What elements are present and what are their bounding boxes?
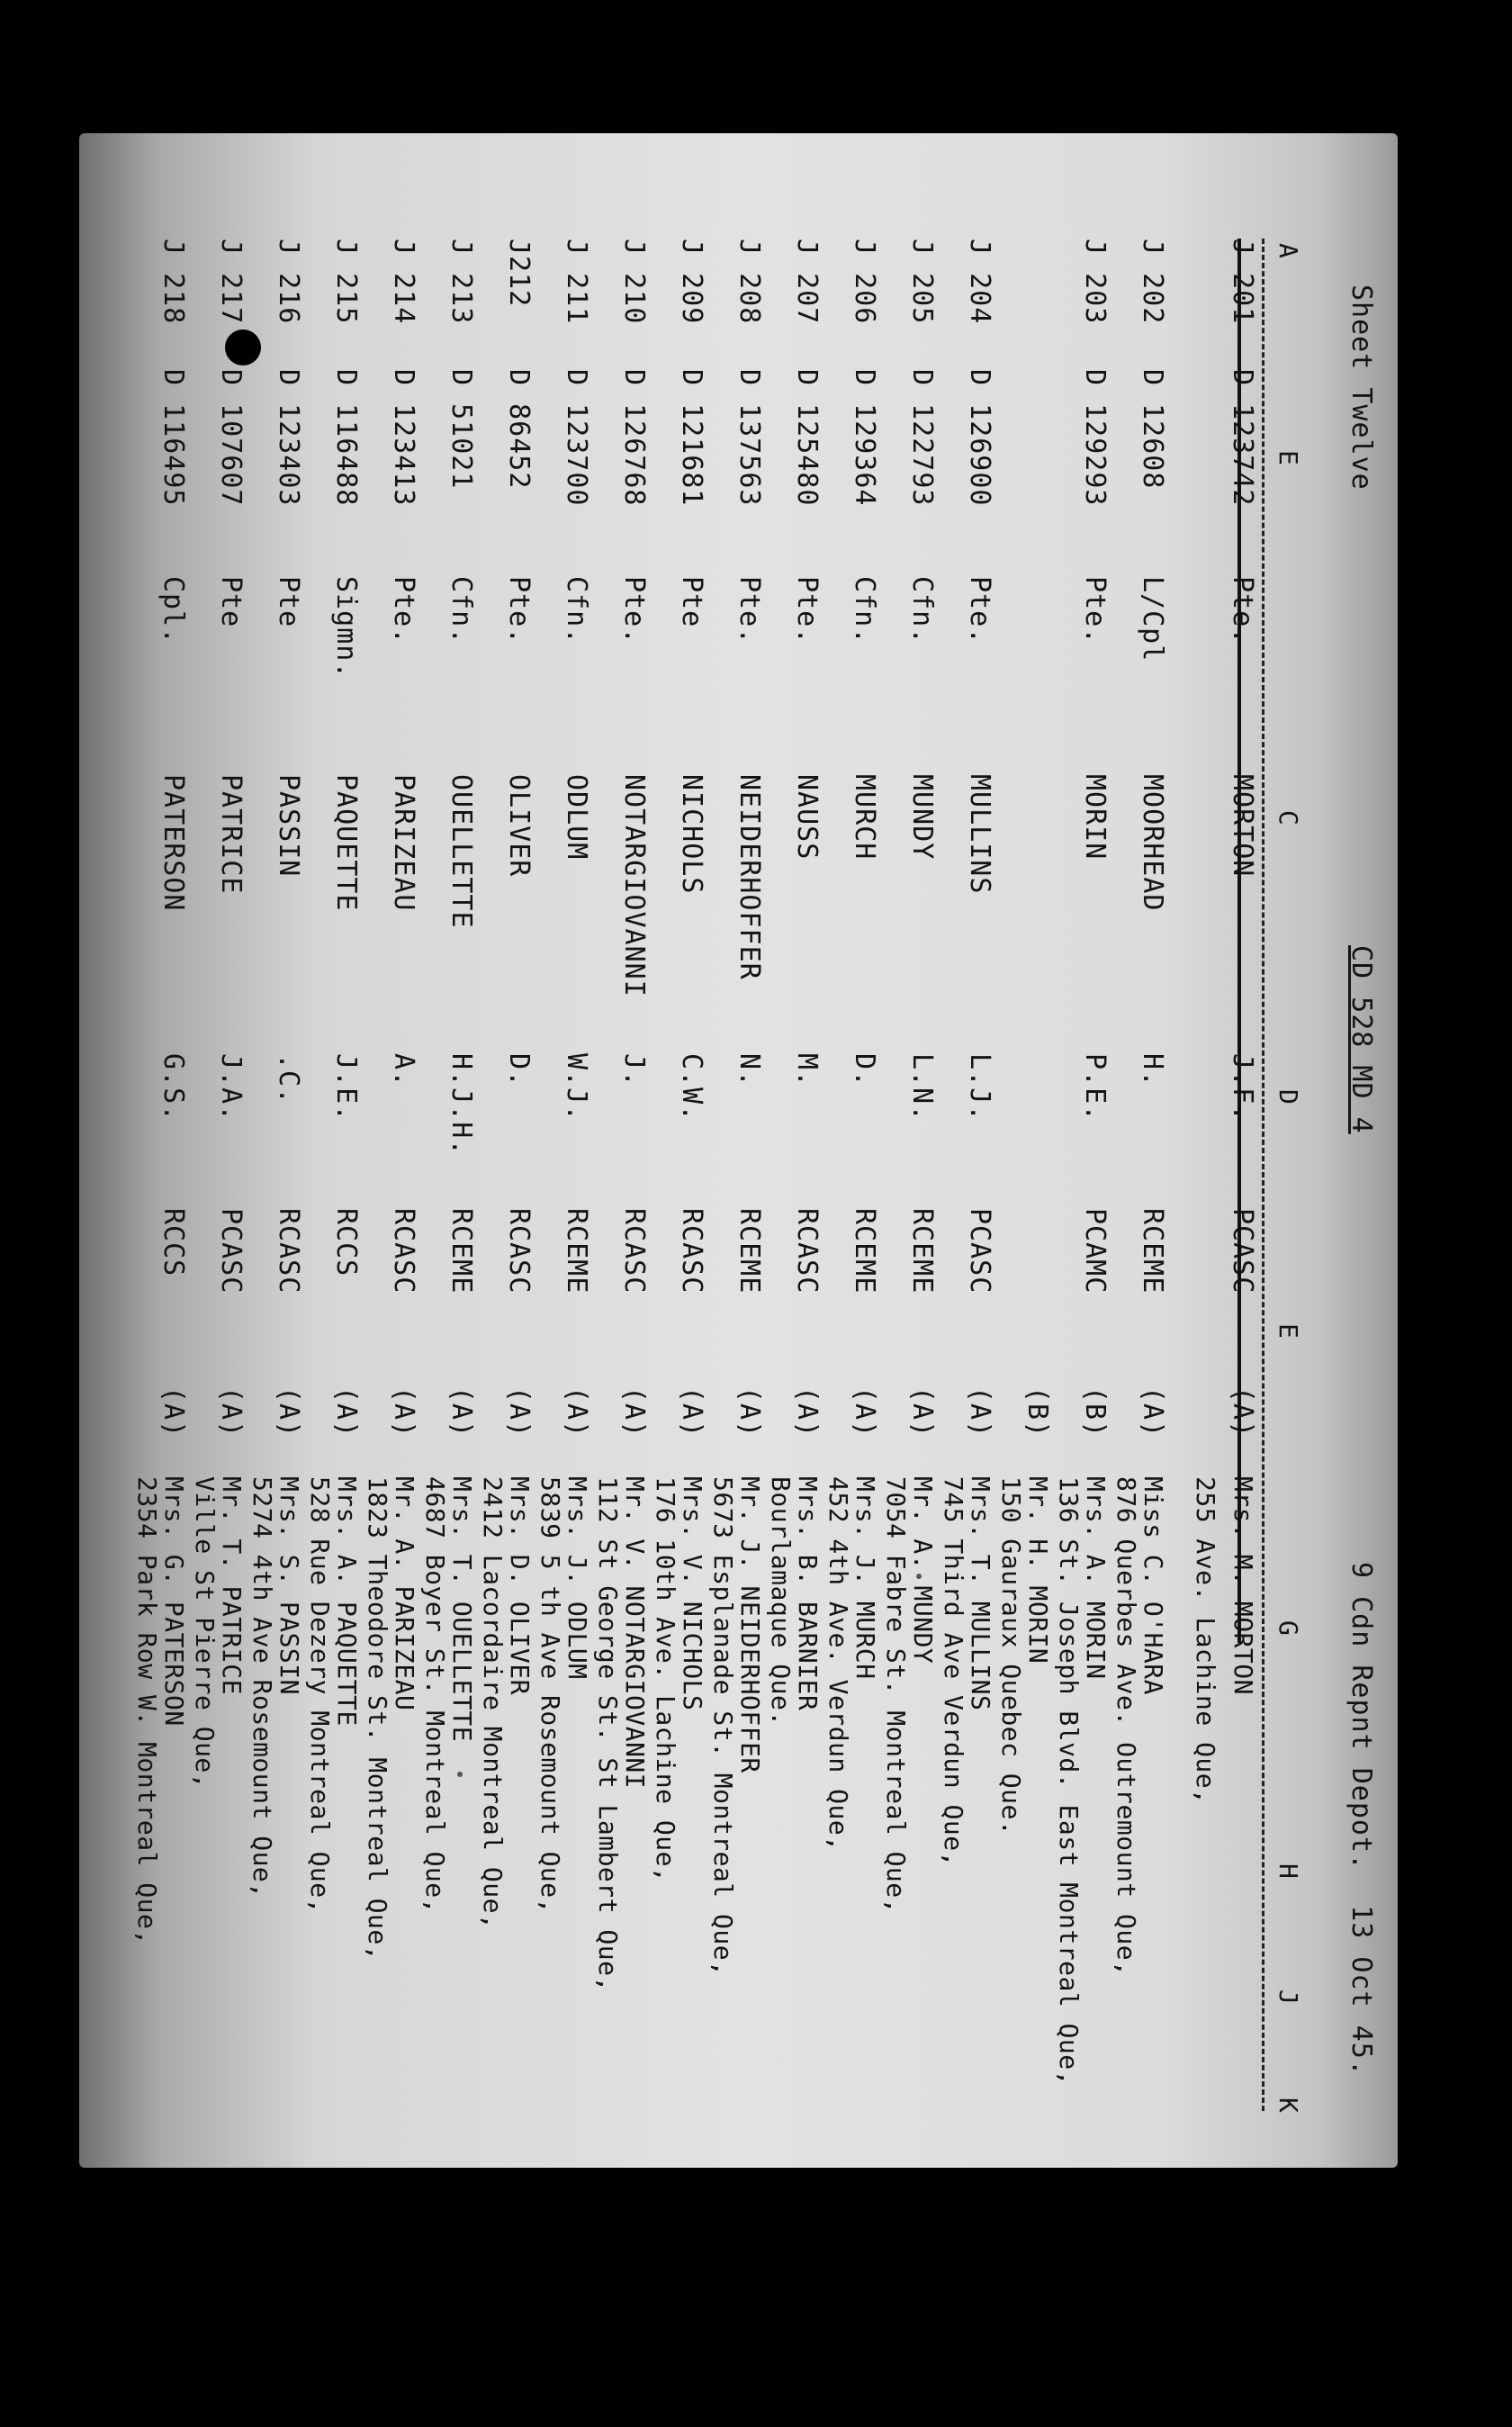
initials: L.N. bbox=[906, 1053, 938, 1123]
next-of-kin: Mr. H. MORIN bbox=[1023, 1476, 1053, 1665]
typed-roster bbox=[76, 153, 1390, 2152]
unit: RCEME bbox=[849, 1208, 880, 1295]
unit: PCASC bbox=[215, 1208, 247, 1295]
initials: A. bbox=[388, 1053, 419, 1088]
address: 745 Third Ave Verdun Que, bbox=[939, 1476, 968, 1867]
roster-row bbox=[996, 153, 1053, 2152]
initials: J.A. bbox=[215, 1053, 247, 1123]
column-letter: E bbox=[1274, 450, 1303, 466]
roll-number: J 214 bbox=[388, 239, 419, 325]
next-of-kin: Mr. T. PATRICE bbox=[217, 1476, 247, 1696]
next-of-kin: Mrs. A. PAQUETTE bbox=[332, 1476, 362, 1727]
surname: MUNDY bbox=[906, 774, 938, 861]
category: (A) bbox=[388, 1386, 419, 1439]
struck-row-address bbox=[1167, 153, 1218, 2152]
rank: Pte bbox=[215, 576, 247, 628]
rank: Pte bbox=[273, 576, 304, 628]
unit: RCCS bbox=[158, 1208, 189, 1277]
next-of-kin: Mr. V. NOTARGIOVANNI bbox=[620, 1476, 650, 1790]
rank: Cfn. bbox=[906, 576, 938, 645]
service-number: D 51021 bbox=[446, 369, 477, 490]
surname: OLIVER bbox=[503, 774, 535, 878]
unit: RCEME bbox=[734, 1208, 765, 1295]
next-of-kin: Mrs. T. MULLINS bbox=[966, 1476, 995, 1711]
initials: D. bbox=[503, 1053, 535, 1088]
address: 176 10th Ave. Lachine Que, bbox=[651, 1476, 680, 1883]
roster-row bbox=[651, 153, 707, 2152]
surname: PASSIN bbox=[273, 774, 304, 878]
surname: MOORHEAD bbox=[1137, 774, 1168, 912]
unit: RCEME bbox=[446, 1208, 477, 1295]
initials: P.E. bbox=[1079, 1053, 1111, 1123]
roster-row bbox=[708, 153, 765, 2152]
unit: RCEME bbox=[561, 1208, 592, 1295]
address: 150 Gauraux Quebec Que. bbox=[996, 1476, 1026, 1836]
rank: Pte. bbox=[503, 576, 535, 645]
roster-row bbox=[593, 153, 650, 2152]
column-letter: C bbox=[1274, 810, 1303, 826]
roll-number: J 205 bbox=[906, 239, 938, 325]
rank: Pte. bbox=[1079, 576, 1111, 645]
roster-row bbox=[939, 153, 995, 2152]
rank: Cfn. bbox=[849, 576, 880, 645]
rank: Cfn. bbox=[446, 576, 477, 645]
column-letter: J bbox=[1274, 1989, 1303, 2006]
surname: PARIZEAU bbox=[388, 774, 419, 912]
address: Bourlamaque Que. bbox=[766, 1476, 796, 1727]
category: (A) bbox=[273, 1386, 304, 1439]
address: 452 4th Ave. Verdun Que, bbox=[824, 1476, 853, 1852]
initials: D. bbox=[849, 1053, 880, 1088]
category: (A) bbox=[964, 1386, 995, 1439]
roll-number: J212 bbox=[503, 239, 535, 308]
next-of-kin: Mrs. S. PASSIN bbox=[274, 1476, 304, 1696]
next-of-kin: Mrs. M. MORTON bbox=[1228, 1476, 1258, 1696]
surname: PATERSON bbox=[158, 774, 189, 912]
roll-number: J 215 bbox=[330, 239, 362, 325]
unit: RCASC bbox=[273, 1208, 304, 1295]
address: 5673 Esplanade St. Montreal Que, bbox=[708, 1476, 738, 1977]
roster-row bbox=[824, 153, 880, 2152]
roster-row bbox=[1054, 153, 1111, 2152]
roll-number: J 203 bbox=[1079, 239, 1111, 325]
surname: MULLINS bbox=[964, 774, 995, 895]
header-rule bbox=[1262, 239, 1264, 2111]
initials: N. bbox=[734, 1053, 765, 1088]
service-number: D 122793 bbox=[906, 369, 938, 507]
surname: MORIN bbox=[1079, 774, 1111, 861]
surname: ODLUM bbox=[561, 774, 592, 861]
service-number: D 12608 bbox=[1137, 369, 1168, 490]
rank: Pte. bbox=[1227, 576, 1258, 645]
initials: J.F. bbox=[1227, 1053, 1258, 1123]
roll-number: J 213 bbox=[446, 239, 477, 325]
roster-row bbox=[766, 153, 823, 2152]
address: Ville St Pierre Que, bbox=[190, 1476, 220, 1790]
roster-row bbox=[132, 153, 189, 2152]
category: (A) bbox=[503, 1386, 535, 1439]
roll-number: J 209 bbox=[676, 239, 707, 325]
service-number: D 126900 bbox=[964, 369, 995, 507]
address: 136 St. Joseph Blvd. East Montreal Que, bbox=[1054, 1476, 1084, 2086]
reference-code: CD 528 MD 4 bbox=[1346, 945, 1377, 1134]
rank: Sigmn. bbox=[330, 576, 362, 680]
address: 7054 Fabre St. Montreal Que, bbox=[881, 1476, 911, 1915]
rank: Cpl. bbox=[158, 576, 189, 645]
unit: RCEME bbox=[1137, 1208, 1168, 1295]
address: 112 St George St. St Lambert Que, bbox=[593, 1476, 623, 1992]
next-of-kin: Mrs. T. OUELLETTE bbox=[447, 1476, 477, 1743]
category: (A) bbox=[791, 1386, 823, 1439]
service-number: D 126768 bbox=[618, 369, 650, 507]
roster-row bbox=[420, 153, 477, 2152]
roster-row bbox=[478, 153, 535, 2152]
next-of-kin: Miss C. O'HARA bbox=[1138, 1476, 1168, 1696]
roster-row bbox=[536, 153, 592, 2152]
rank: Pte. bbox=[964, 576, 995, 645]
initials: J.E. bbox=[330, 1053, 362, 1123]
surname: NAUSS bbox=[791, 774, 823, 861]
unit: RCEME bbox=[906, 1208, 938, 1295]
roll-number: J 217 bbox=[215, 239, 247, 325]
category: (B) bbox=[1079, 1386, 1111, 1439]
address: 4687 Boyer St. Montreal Que, bbox=[420, 1476, 450, 1915]
roll-number: J 206 bbox=[849, 239, 880, 325]
initials: L.J. bbox=[964, 1053, 995, 1123]
column-letter: K bbox=[1274, 2098, 1303, 2114]
strike-through-line bbox=[1238, 239, 1241, 1643]
roll-number: J 218 bbox=[158, 239, 189, 325]
service-number: D 121681 bbox=[676, 369, 707, 507]
rank: Pte. bbox=[618, 576, 650, 645]
category: (A) bbox=[1137, 1386, 1168, 1439]
roster-row bbox=[248, 153, 304, 2152]
rank: L/Cpl bbox=[1137, 576, 1168, 663]
initials: H.J.H. bbox=[446, 1053, 477, 1157]
address: 528 Rue Dezery Montreal Que, bbox=[305, 1476, 335, 1915]
roster-row bbox=[881, 153, 938, 2152]
category: (A) bbox=[676, 1386, 707, 1439]
service-number: D 129293 bbox=[1079, 369, 1111, 507]
service-number: D 86452 bbox=[503, 369, 535, 490]
category: (A) bbox=[906, 1386, 938, 1439]
rank: Cfn. bbox=[561, 576, 592, 645]
initials: J. bbox=[618, 1053, 650, 1088]
roster-row bbox=[363, 153, 419, 2152]
rank: Pte. bbox=[388, 576, 419, 645]
unit: PCAMC bbox=[1079, 1208, 1111, 1295]
service-number: D 116488 bbox=[330, 369, 362, 507]
service-number: D 116495 bbox=[158, 369, 189, 507]
category: (A) bbox=[446, 1386, 477, 1439]
roll-number: J 204 bbox=[964, 239, 995, 325]
sheet-title: Sheet Twelve bbox=[1346, 284, 1377, 491]
initials: M. bbox=[791, 1053, 823, 1088]
column-letter: H bbox=[1274, 1863, 1303, 1880]
column-letter: A bbox=[1274, 243, 1303, 259]
address: 5839 5 th Ave Rosemount Que, bbox=[536, 1476, 565, 1915]
next-of-kin: Mrs. J. MURCH bbox=[850, 1476, 880, 1680]
roll-number: J 210 bbox=[618, 239, 650, 325]
address: 2412 Lacordaire Montreal Que, bbox=[478, 1476, 508, 1930]
roll-number: J 211 bbox=[561, 239, 592, 325]
service-number: D 123742 bbox=[1227, 369, 1258, 507]
surname: NICHOLS bbox=[676, 774, 707, 895]
service-number: D 137563 bbox=[734, 369, 765, 507]
surname: PAQUETTE bbox=[330, 774, 362, 912]
category: (A) bbox=[1227, 1386, 1258, 1439]
column-letter: D bbox=[1274, 1089, 1303, 1105]
address: 876 Querbes Ave. Outremount Que, bbox=[1112, 1476, 1141, 1977]
unit: RCASC bbox=[503, 1208, 535, 1295]
unit: RCASC bbox=[791, 1208, 823, 1295]
unit: RCASC bbox=[388, 1208, 419, 1295]
initials: H. bbox=[1137, 1053, 1168, 1088]
next-of-kin: Mrs. J. ODLUM bbox=[562, 1476, 592, 1680]
service-number: D 129364 bbox=[849, 369, 880, 507]
next-of-kin: Mrs. V. NICHOLS bbox=[678, 1476, 707, 1711]
category: (A) bbox=[734, 1386, 765, 1439]
service-number: D 123403 bbox=[273, 369, 304, 507]
category: (B) bbox=[1022, 1386, 1053, 1439]
next-of-kin: Mrs. G. PATERSON bbox=[159, 1476, 189, 1727]
rank: Pte bbox=[676, 576, 707, 628]
address: 2354 Park Row W. Montreal Que, bbox=[132, 1476, 162, 1945]
rank: Pte. bbox=[791, 576, 823, 645]
surname: OUELLETTE bbox=[446, 774, 477, 929]
category: (A) bbox=[158, 1386, 189, 1439]
service-number: D 123413 bbox=[388, 369, 419, 507]
next-of-kin: Mrs. A. MORIN bbox=[1081, 1476, 1111, 1680]
roll-number: J 202 bbox=[1137, 239, 1168, 325]
roll-number: J 207 bbox=[791, 239, 823, 325]
category: (A) bbox=[561, 1386, 592, 1439]
surname: MORTON bbox=[1227, 774, 1258, 878]
surname: NEIDERHOFFER bbox=[734, 774, 765, 980]
unit: PCASC bbox=[1227, 1208, 1258, 1295]
unit: PCASC bbox=[964, 1208, 995, 1295]
address: 1823 Theodore St. Montreal Que, bbox=[363, 1476, 392, 1962]
initials: .C. bbox=[273, 1053, 304, 1105]
column-letter: E bbox=[1274, 1323, 1303, 1340]
service-number: D 125480 bbox=[791, 369, 823, 507]
service-number: D 123700 bbox=[561, 369, 592, 507]
next-of-kin: Mr. J. NEIDERHOFFER bbox=[735, 1476, 765, 1773]
next-of-kin: Mr. A. MUNDY bbox=[908, 1476, 938, 1665]
category: (A) bbox=[618, 1386, 650, 1439]
category: (A) bbox=[215, 1386, 247, 1439]
surname: PATRICE bbox=[215, 774, 247, 895]
unit: RCASC bbox=[676, 1208, 707, 1295]
surname: MURCH bbox=[849, 774, 880, 861]
next-of-kin: Mrs. D. OLIVER bbox=[505, 1476, 535, 1696]
roll-number: J 208 bbox=[734, 239, 765, 325]
roll-number: J 201 bbox=[1227, 239, 1258, 325]
category: (A) bbox=[849, 1386, 880, 1439]
roster-row bbox=[190, 153, 247, 2152]
initials: W.J. bbox=[561, 1053, 592, 1123]
category: (A) bbox=[330, 1386, 362, 1439]
next-of-kin: Mr. A. PARIZEAU bbox=[390, 1476, 419, 1711]
unit: RCASC bbox=[618, 1208, 650, 1295]
depot-date-line: 9 Cdn Repnt Depot. 13 Oct 45. bbox=[1346, 1562, 1377, 2077]
address: 5274 4th Ave Rosemount Que, bbox=[248, 1476, 277, 1899]
roll-number: J 216 bbox=[273, 239, 304, 325]
surname: NOTARGIOVANNI bbox=[618, 774, 650, 997]
roster-row bbox=[305, 153, 362, 2152]
next-of-kin: Mrs. B. BARNIER bbox=[793, 1476, 823, 1711]
rank: Pte. bbox=[734, 576, 765, 645]
service-number: D 107607 bbox=[215, 369, 247, 507]
unit: RCCS bbox=[330, 1208, 362, 1277]
address: 255 Ave. Lachine Que, bbox=[1191, 1476, 1220, 1805]
initials: G.S. bbox=[158, 1053, 189, 1123]
column-letter: G bbox=[1274, 1620, 1303, 1637]
roster-row bbox=[1112, 153, 1168, 2152]
initials: C.W. bbox=[676, 1053, 707, 1123]
